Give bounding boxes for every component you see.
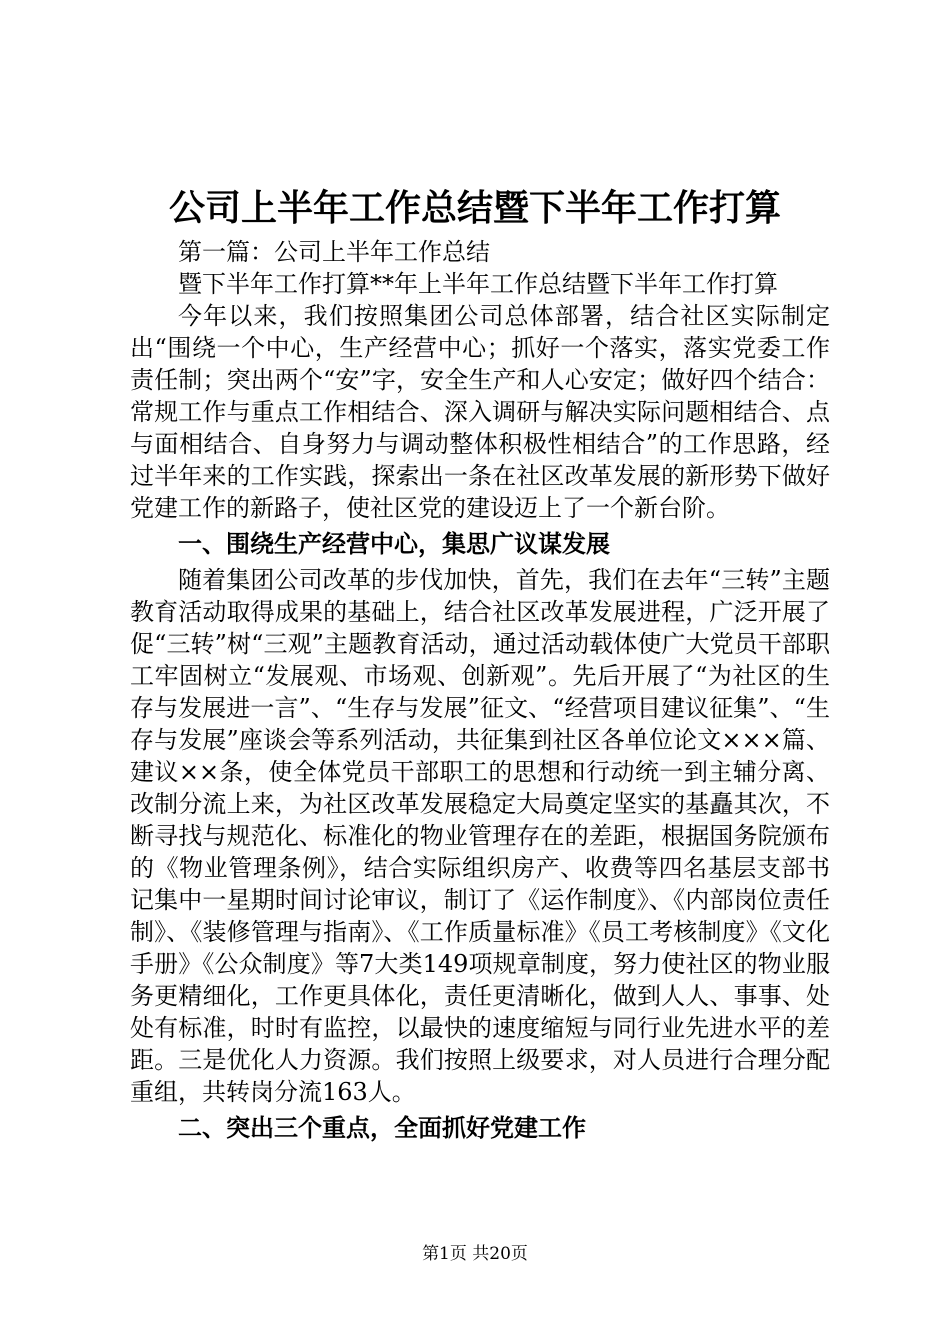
section-heading: 一、围绕生产经营中心，集思广议谋发展: [178, 530, 610, 558]
document-body: [130, 236, 830, 1148]
paragraph: 随着集团公司改革的步伐加快，首先，我们在去年“三转”主题教育活动取得成果的基础上，结合社区改革发展进程，广泛开展了促“三转”树“三观”主题教育活动，通过活动载体使广大党员干部职工牢固树立“发展观、市场观、创新观”。先后开展了“为社区的生存与发展进一言”、“生存与发展”征文、“经营项目建议征集”、“生存与发展”座谈会等系列活动，共征集到社区各单位论文×××篇、建议××条，使全体党员干部职工的思想和行动统一到主辅分离、改制分流上来，为社区改革发展稳定大局奠定坚实的基矗其次，不断寻找与规范化、标准化的物业管理存在的差距，根据国务院颁布的《物业管理条例》，结合实际组织房产、收费等四名基层支部书记集中一星期时间讨论审议，制订了《运作制度》、《内部岗位责任制》、《装修管理与指南》、《工作质量标准》《员工考核制度》《文化手册》《公众制度》等7大类149项规章制度，努力使社区的物业服务更精细化，工作更具体化，责任更清晰化，做到人人、事事、处处有标准，时时有监控，以最快的速度缩短与同行业先进水平的差距。三是优化人力资源。我们按照上级要求，对人员进行合理分配重组，共转岗分流163人。: [130, 566, 830, 1106]
page-footer: 第1页 共20页: [422, 1244, 528, 1264]
paragraph: 暨下半年工作打算**年上半年工作总结暨下半年工作打算: [178, 270, 778, 298]
paragraph: 今年以来，我们按照集团公司总体部署，结合社区实际制定出“围绕一个中心，生产经营中心；抓好一个落实，落实党委工作责任制；突出两个“安”字，安全生产和人心安定；做好四个结合：常规工作与重点工作相结合、深入调研与解决实际问题相结合、点与面相结合、自身努力与调动整体积极性相结合”的工作思路，经过半年来的工作实践，探索出一条在社区改革发展的新形势下做好党建工作的新路子，使社区党的建设迈上了一个新台阶。: [130, 302, 830, 522]
document-title: 公司上半年工作总结暨下半年工作打算: [168, 188, 781, 229]
section-heading: 二、突出三个重点，全面抓好党建工作: [178, 1114, 586, 1142]
paragraph: 第一篇：公司上半年工作总结: [178, 238, 490, 266]
